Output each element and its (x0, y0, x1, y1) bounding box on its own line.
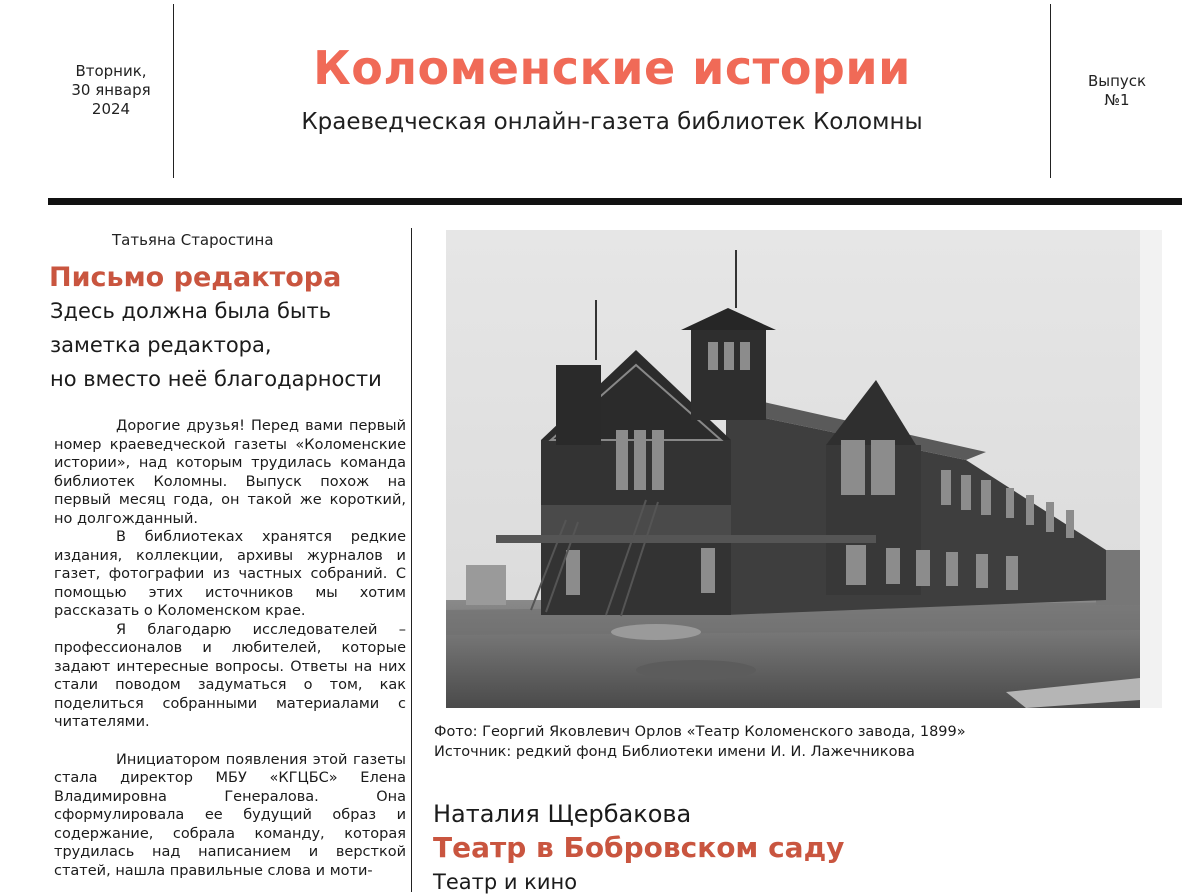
article-title[interactable]: Театр в Бобровском саду (433, 831, 845, 864)
photo-caption-source: Источник: редкий фонд Библиотеки имени И. И. Лажечникова (434, 744, 915, 760)
editor-letter-subtitle (50, 294, 410, 396)
article-subtitle: Театр и кино (433, 870, 578, 894)
historic-wooden-theatre-photo-icon (446, 230, 1162, 708)
masthead-rule (48, 198, 1182, 205)
editor-letter-subtitle-line: заметка редактора, (50, 333, 272, 357)
editor-letter-subtitle-line: Здесь должна была быть (50, 299, 332, 323)
letter-paragraph: В библиотеках хранятся редкие издания, коллекции, архивы журналов и газет, фотографии из частных собраний. С помощью этих источников мы хотим рассказать о Коломенском крае. (54, 529, 406, 619)
date-day-month: 30 января (71, 81, 151, 99)
issue-date (48, 62, 174, 119)
theatre-photo (446, 230, 1162, 708)
issue-number (1052, 72, 1182, 110)
letter-paragraph: Дорогие друзья! Перед вами первый номер краеведческой газеты «Коломенские истории», над которым трудилась команда библиотек Коломны. Выпуск похож на первый месяц года, он такой же короткий, но долгожданный. (54, 418, 406, 527)
issue-value: №1 (1104, 91, 1130, 109)
editor-letter-subtitle-line: но вместо неё благодарности (50, 367, 382, 391)
masthead (0, 0, 1200, 182)
editor-letter-body (54, 417, 406, 880)
editor-letter-author: Татьяна Старостина (112, 231, 274, 249)
date-year: 2024 (91, 100, 131, 118)
photo-caption-credit: Фото: Георгий Яковлевич Орлов «Театр Коломенского завода, 1899» (434, 724, 966, 740)
newspaper-subtitle: Краеведческая онлайн-газета библиотек Коломны (301, 109, 923, 135)
date-weekday: Вторник, (75, 62, 147, 80)
masthead-divider-right (1050, 4, 1051, 178)
article-author: Наталия Щербакова (433, 800, 692, 828)
photo-caption (434, 722, 1174, 762)
letter-paragraph: Инициатором появления этой газеты стала директор МБУ «КГЦБС» Елена Владимировна Генералова. Она сформулировала ее будущий образ и содержание, собрала команду, которая трудилась над написанием и версткой статей, нашла правильные слова и моти- (54, 751, 406, 879)
editor-letter-title: Письмо редактора (49, 262, 342, 293)
issue-label: Выпуск (1087, 72, 1147, 90)
column-divider (411, 228, 412, 892)
letter-paragraph: Я благодарю исследователей – профессионалов и любителей, которые задают интересные вопросы. Ответы на них стали поводом задуматься о том, как поделиться собранными материалами с читателями. (54, 621, 406, 730)
newspaper-title: Коломенские истории (313, 41, 911, 95)
